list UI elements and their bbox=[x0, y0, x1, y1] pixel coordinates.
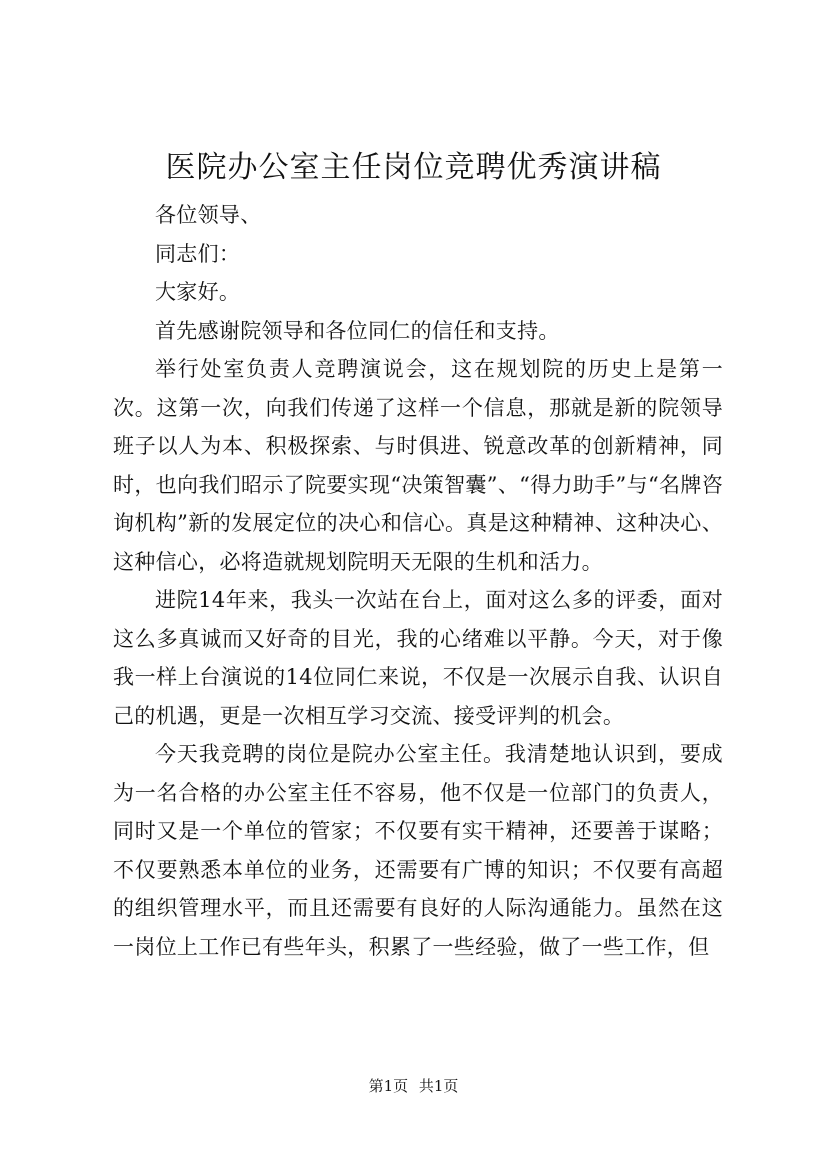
page-total: 共1页 bbox=[418, 1077, 459, 1095]
paragraph-salutation-leaders: 各位领导、 bbox=[155, 203, 262, 227]
paragraph-fourteen-years: 进院14年来，我头一次站在台上，面对这么多的评委，面对这么多真诚而又好奇的目光，我的心绪难以平静。今天，对于像我一样上台演说的14位同仁来说，不仅是一次展示自我、认识自己的机遇，更是一次相互学习交流、接受评判的机会。 bbox=[113, 588, 723, 728]
page-number: 第1页 bbox=[368, 1077, 409, 1095]
document-title: 医院办公室主任岗位竞聘优秀演讲稿 bbox=[165, 150, 662, 185]
paragraph-thanks: 首先感谢院领导和各位同仁的信任和支持。 bbox=[155, 318, 560, 343]
paragraph-meeting: 举行处室负责人竞聘演说会，这在规划院的历史上是第一次。这第一次，向我们传递了这样一个信息，那就是新的院领导班子以人为本、积极探索、与时俱进、锐意改革的创新精神，同时，也向我们昭示了院要实现“决策智囊”、“得力助手”与“名牌咨询机构”新的发展定位的决心和信心。真是这种精神、这种决心、这种信心，必将造就规划院明天无限的生机和活力。 bbox=[113, 357, 723, 574]
paragraph-salutation-comrades: 同志们： bbox=[155, 241, 241, 266]
paragraph-greeting: 大家好。 bbox=[155, 280, 241, 304]
document-body bbox=[113, 196, 723, 966]
page-footer bbox=[0, 1076, 827, 1096]
paragraph-position: 今天我竞聘的岗位是院办公室主任。我清楚地认识到，要成为一名合格的办公室主任不容易，他不仅是一位部门的负责人，同时又是一个单位的管家；不仅要有实干精神，还要善于谋略；不仅要熟悉本单位的业务，还需要有广博的知识；不仅要有高超的组织管理水平，而且还需要有良好的人际沟通能力。虽然在这一岗位上工作已有些年头，积累了一些经验，做了一些工作，但 bbox=[113, 742, 723, 959]
